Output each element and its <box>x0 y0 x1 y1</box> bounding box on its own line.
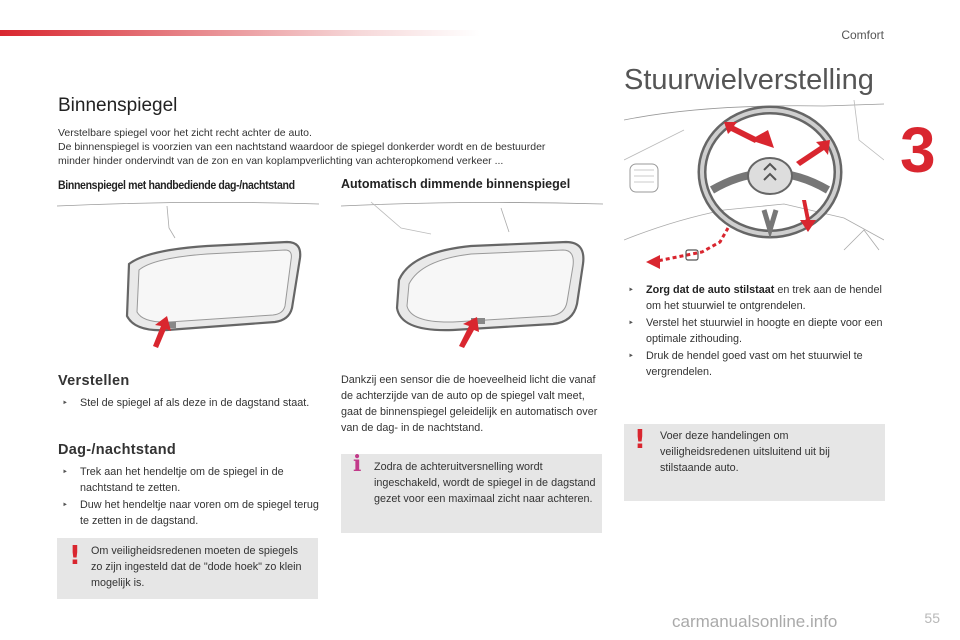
mirror-warning-text: Om veiligheidsredenen moeten de spiegels zo zijn ingesteld dat de "dode hoek" zo klein mogelijk is. <box>91 545 302 589</box>
auto-mirror-subtitle: Automatisch dimmende binnenspiegel <box>341 177 571 191</box>
info-icon: i <box>353 451 362 477</box>
list-item: ‣ Duw het hendeltje naar voren om de spiegel terug te zetten in de dagstand. <box>58 498 320 529</box>
mirror-warning-box <box>57 538 318 599</box>
daynight-title: Dag-/nachtstand <box>58 442 177 458</box>
adjust-bullets <box>58 396 320 414</box>
list-item: ‣ Trek aan het hendeltje om de spiegel in de nachtstand te zetten. <box>58 465 320 496</box>
manual-mirror-subtitle: Binnenspiegel met handbediende dag-/nachtstand <box>58 178 295 192</box>
warning-icon: ! <box>634 425 646 455</box>
intro-line: Verstelbare spiegel voor het zicht recht achter de auto. <box>58 127 312 139</box>
lever-icon <box>646 228 728 269</box>
list-item <box>624 283 886 314</box>
warning-icon: ! <box>69 541 81 571</box>
page-number: 55 <box>924 610 940 626</box>
steering-warning-text: Voer deze handelingen om veiligheidsredenen uitsluitend uit bij stilstaande auto. <box>660 430 830 474</box>
manual-mirror-illustration <box>57 198 319 358</box>
auto-mirror-illustration <box>341 198 603 358</box>
steering-wheel-illustration <box>624 100 884 275</box>
mirror-intro <box>58 126 618 168</box>
steering-bullets <box>624 283 886 382</box>
steering-bullet-rest: en trek aan de hendel om het stuurwiel te ontgrendelen. <box>646 284 882 312</box>
auto-mirror-paragraph: Dankzij een sensor die de hoeveelheid licht die vanaf de achterzijde van de auto op de spiegel valt meet, gaat de binnenspiegel geleidelijk en automatisch over van de dag- in de nachtstand. <box>341 374 598 434</box>
steering-title: Stuurwielverstelling <box>624 64 874 96</box>
header-accent-bar <box>0 30 480 36</box>
list-item: ‣ Verstel het stuurwiel in hoogte en diepte voor een optimale zithouding. <box>624 316 886 347</box>
mirror-icon <box>127 242 300 330</box>
steering-wheel-icon <box>702 110 838 234</box>
watermark: carmanualsonline.info <box>672 612 838 631</box>
steering-warning-box <box>624 424 885 501</box>
adjust-title: Verstellen <box>58 373 130 389</box>
list-item: ‣ Druk de hendel goed vast om het stuurwiel te vergrendelen. <box>624 349 886 380</box>
section-title: Comfort <box>841 28 884 42</box>
list-item: ‣ Stel de spiegel af als deze in de dagstand staat. <box>58 396 320 412</box>
intro-line: De binnenspiegel is voorzien van een nachtstand waardoor de spiegel donkerder wordt en de bestuurder <box>58 141 546 153</box>
steering-bullet-bold: Zorg dat de auto stilstaat <box>646 284 775 296</box>
chapter-number: 3 <box>900 114 936 186</box>
auto-info-box <box>341 451 602 533</box>
daynight-bullets <box>58 465 320 531</box>
intro-line: minder hinder ondervindt van de zon en van koplampverlichting van achteropkomend verkeer ... <box>58 155 504 167</box>
mirror-title: Binnenspiegel <box>58 95 178 116</box>
auto-info-text: Zodra de achteruitversnelling wordt ingeschakeld, wordt de spiegel in de dagstand gezet voor een maximaal zicht naar achteren. <box>374 461 596 505</box>
mirror-icon <box>397 242 583 330</box>
